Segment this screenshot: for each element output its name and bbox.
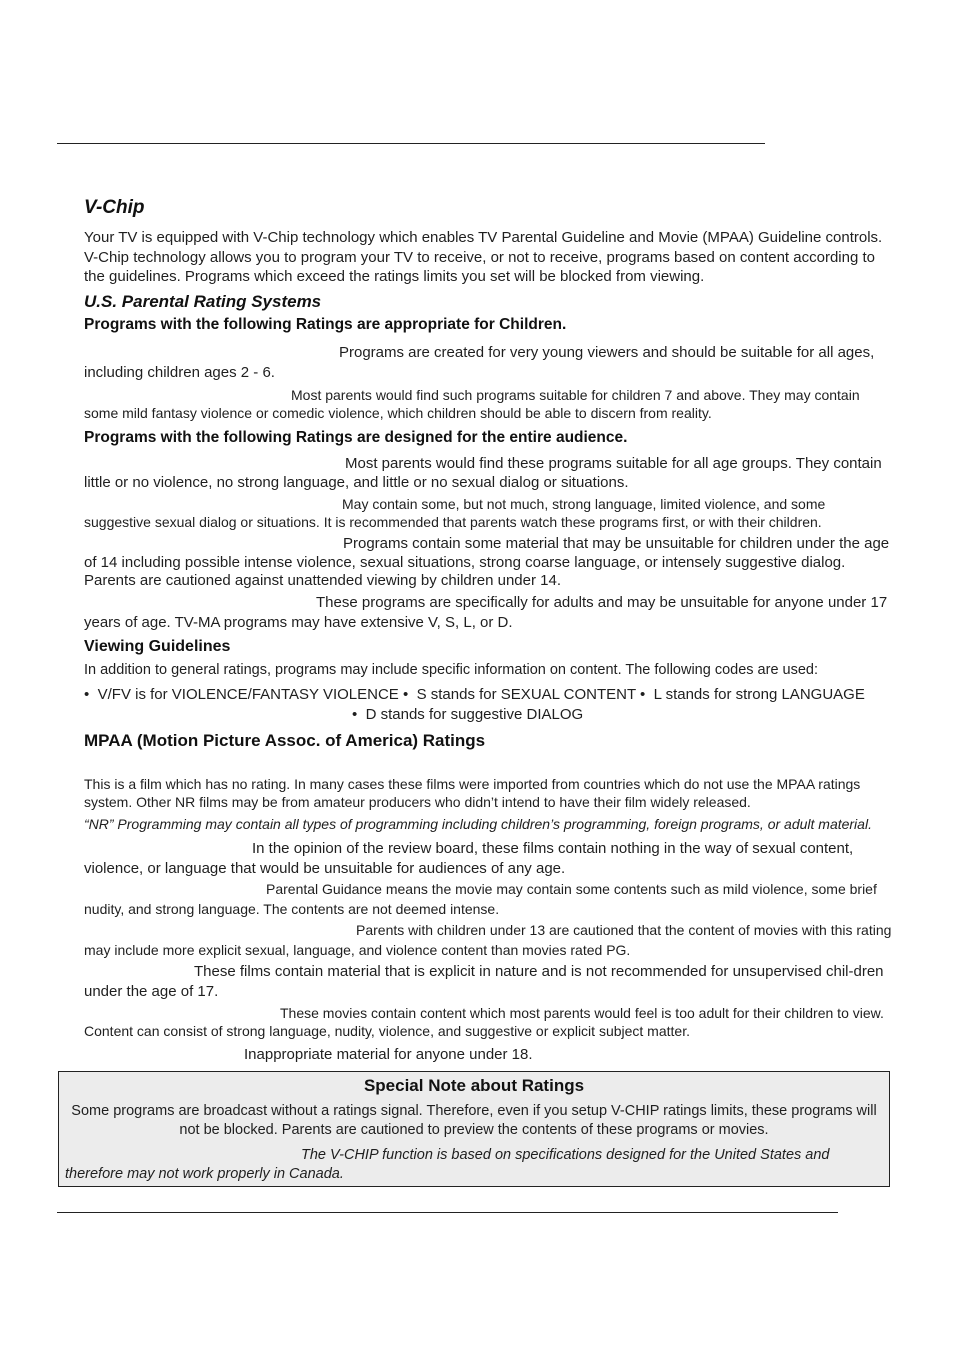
rating-tv-y7-text: Most parents would find such programs suitable for children 7 and above. They may contain some mild fantasy violence or comedic violence, which children should be able to discern from reality. — [84, 387, 860, 421]
canada-note: The V-CHIP function is based on specifications designed for the United States and therefore may not work properly in Canada. — [65, 1147, 830, 1182]
rating-pg13-text: Parents with children under 13 are cautioned that the content of movies with this rating may include more explicit sexual, language, and violence content than movies rated PG. — [84, 922, 892, 958]
special-note-box — [58, 1071, 890, 1187]
bottom-rule — [57, 1212, 838, 1213]
mpaa-title: MPAA (Motion Picture Assoc. of America) Ratings — [84, 731, 486, 750]
rating-r-text: These films contain material that is explicit in nature and is not recommended for unsupervised chil-dren under the age of 17. — [84, 963, 884, 1000]
rating-tv-g-text: Most parents would find these programs suitable for all age groups. They contain little or no violence, no strong language, and little or no sexual dialog or situations. — [84, 455, 882, 491]
bullet-icon: • — [402, 686, 409, 703]
special-note-title: Special Note about Ratings — [363, 1076, 585, 1095]
special-note-body: Some programs are broadcast without a ratings signal. Therefore, even if you setup V-CHIP ratings limits, these programs will not be blocked. Parents are cautioned to preview the contents of these programs or movies. — [71, 1103, 877, 1138]
code-sexual: S stands for SEXUAL CONTENT — [416, 686, 636, 703]
viewing-guidelines-title: Viewing Guidelines — [84, 638, 231, 655]
rating-g-text: In the opinion of the review board, these films contain nothing in the way of sexual content, violence, or language that would be unsuitable for audiences of any age. — [84, 840, 854, 877]
code-violence: V/FV is for VIOLENCE/FANTASY VIOLENCE — [97, 686, 399, 703]
viewing-guidelines-intro: In addition to general ratings, programs may include specific information on content. The following codes are used: — [84, 662, 819, 678]
rating-x-text: Inappropriate material for anyone under 18. — [244, 1046, 533, 1063]
rating-nr-text: This is a film which has no rating. In many cases these films were imported from countries which do not use the MPAA ratings system. Other NR films may be from amateur producers who didn’t intend to have their film widely released. — [84, 776, 861, 810]
vchip-intro: Your TV is equipped with V-Chip technology which enables TV Parental Guideline and Movie (MPAA) Guideline controls. V-Chip technology allows you to program your TV to receive, or not to receive, programs based on content according to the guidelines. Programs which exceed the ratings limits you set will be blocked from viewing. — [84, 229, 883, 285]
rating-tv-14-text: Programs contain some material that may be unsuitable for children under the age of 14 including possible intense violence, sexual situations, strong coarse language, or intensely suggestive dialog. Parents are cautioned against unattended viewing by children under 14. — [84, 535, 890, 589]
rating-nr-note: “NR” Programming may contain all types of programming including children’s programming, foreign programs, or adult material. — [84, 816, 872, 832]
bullet-icon: • — [352, 705, 358, 723]
content-codes-list — [84, 685, 894, 724]
rating-tv-ma-text: These programs are specifically for adults and may be unsuitable for anyone under 17 years of age. TV-MA programs may have extensive V, S, L, or D. — [84, 594, 888, 631]
children-heading: Programs with the following Ratings are appropriate for Children. — [84, 316, 567, 333]
general-heading: Programs with the following Ratings are designed for the entire audience. — [84, 429, 628, 446]
vchip-title: V-Chip — [84, 197, 145, 218]
code-dialog: D stands for suggestive DIALOG — [365, 705, 584, 723]
rating-tv-pg-text: May contain some, but not much, strong language, limited violence, and some suggestive sexual dialog or situations. It is recommended that parents watch these programs first, or with their children. — [84, 496, 826, 530]
us-ratings-title: U.S. Parental Rating Systems — [84, 292, 322, 311]
top-rule — [57, 143, 765, 144]
bullet-icon: • — [640, 686, 646, 703]
rating-nc17-text: These movies contain content which most parents would feel is too adult for their children to view. Content can consist of strong language, nudity, violence, and suggestive or explicit subject matter. — [84, 1005, 884, 1039]
rating-pg-text: Parental Guidance means the movie may contain some contents such as mild violence, some brief nudity, and strong language. The contents are not deemed intense. — [84, 881, 877, 917]
rating-tv-y-text: Programs are created for very young viewers and should be suitable for all ages, including children ages 2 - 6. — [84, 344, 875, 381]
bullet-icon: • — [84, 686, 90, 703]
code-language: L stands for strong LANGUAGE — [653, 686, 865, 703]
